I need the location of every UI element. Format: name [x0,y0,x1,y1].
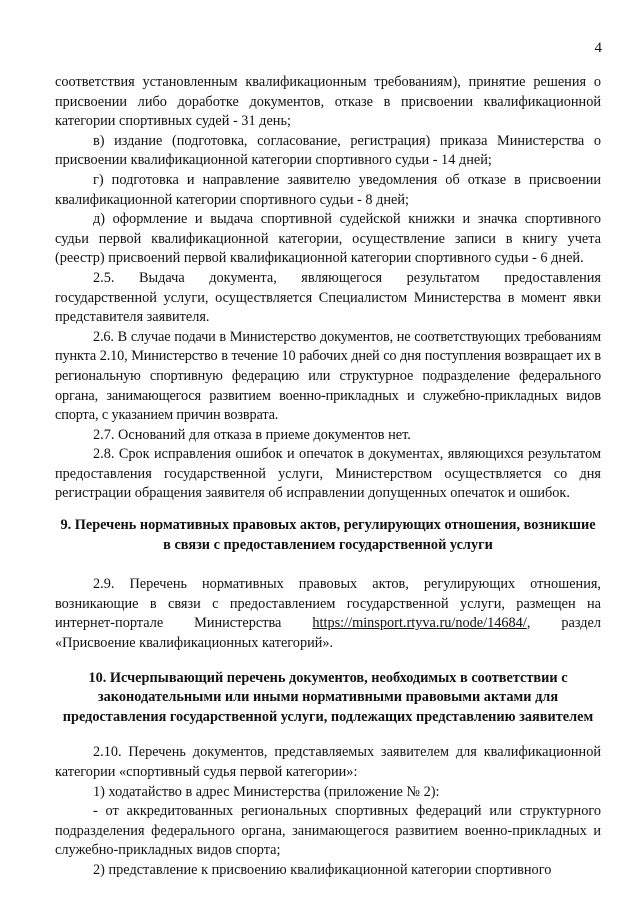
document-body [55,73,601,881]
paragraph-continuation: соответствия установленным квалификационным требованиям), принятие решения о присвоении либо доработке документов, отказе в присвоении квалификационной категории спортивных судей - 31 день; [55,74,601,130]
paragraph-2-5: 2.5. Выдача документа, являющегося результатом предоставления государственной услуги, осуществляется Специалистом Министерства в момент явки представителя заявителя. [55,269,601,326]
minsport-link[interactable]: https://minsport.rtyva.ru/node/14684/ [312,615,527,632]
page-number: 4 [594,40,602,56]
paragraph-2-10: 2.10. Перечень документов, представляемых заявителем для квалификационной категории «спортивный судья первой категории»: [55,744,601,780]
paragraph-item-g: г) подготовка и направление заявителю уведомления об отказе в присвоении квалификационной категории спортивного судьи - 8 дней; [55,171,601,208]
paragraph-2-6: 2.6. В случае подачи в Министерство документов, не соответствующих требованиям пункта 2.10, Министерство в течение 10 рабочих дней со дня поступления возвращает их в региональную спортивную федерацию или структурное подразделение федерального органа, занимающегося развитием военно-прикладных и служебно-прикладных видов спорта, с указанием причин возврата. [55,328,601,424]
paragraph-2-8: 2.8. Срок исправления ошибок и опечаток в документах, являющихся результатом предоставления государственной услуги, Министерством осуществляется со дня регистрации обращения заявителя об исправлении допущенных опечаток и ошибок. [55,446,601,502]
section-heading-10: 10. Исчерпывающий перечень документов, необходимых в соответствии с законодательными или иными нормативными правовыми актами для предоставления государственной услуги, подлежащих представлению заявителем [62,669,594,725]
paragraph-item-2: 2) представление к присвоению квалификационной категории спортивного [93,861,552,878]
paragraph-item-1: 1) ходатайство в адрес Министерства (приложение № 2): [93,783,440,800]
paragraph-2-9 [55,575,601,653]
paragraph-2-7: 2.7. Оснований для отказа в приеме документов нет. [93,426,411,443]
paragraph-subitem-federations: - от аккредитованных региональных спортивных федераций или структурного подразделения федерального органа, занимающегося развитием военно-прикладных и служебно-прикладных видов спорта; [55,803,601,859]
paragraph-2-9-text: 2.9. Перечень нормативных правовых актов, регулирующих отношения, возникающие в связи с предоставлением государственной услуги, размещен на интернет-портале Министерства [55,576,601,632]
paragraph-item-v: в) издание (подготовка, согласование, регистрация) приказа Министерства о присвоении квалификационной категории спортивного судьи - 14 дней; [55,132,601,169]
paragraph-2-9-text-end: , раздел «Присвоение квалификационных категорий». [55,615,601,652]
section-heading-9: 9. Перечень нормативных правовых актов, регулирующих отношения, возникшие в связи с предоставлением государственной услуги [60,517,596,553]
paragraph-item-d: д) оформление и выдача спортивной судейской книжки и значка спортивного судьи первой квалификационной категории, осуществление записи в книгу учета (реестр) присвоений первой квалификационной категории спортивного судьи - 6 дней. [55,211,601,267]
